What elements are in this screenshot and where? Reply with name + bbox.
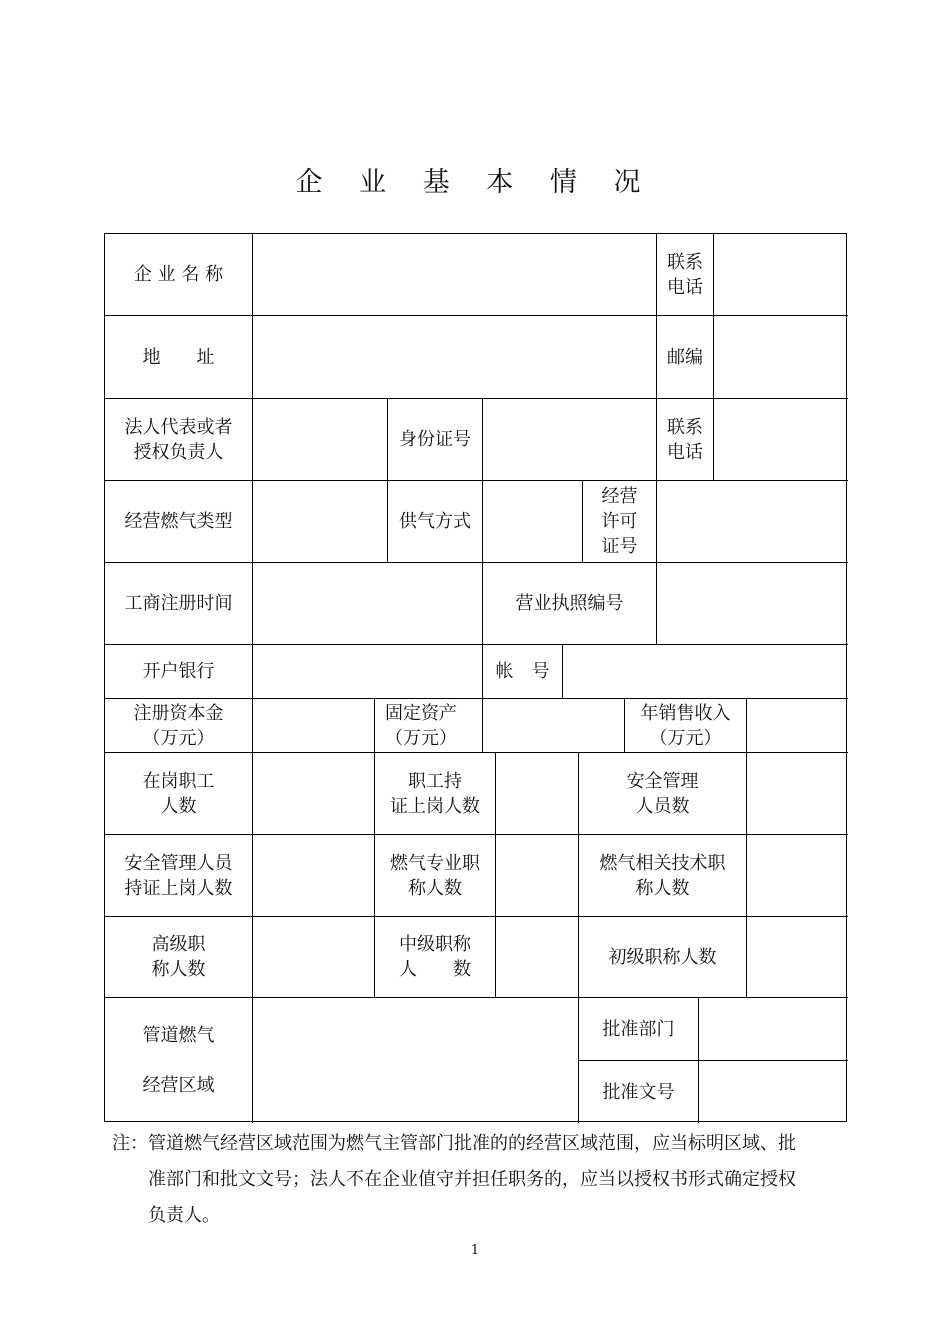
field-senior-titles[interactable] <box>252 916 374 997</box>
field-approval-dept[interactable] <box>698 997 848 1060</box>
label-gas-type: 经营燃气类型 <box>105 480 252 562</box>
page-title: 企 业 基 本 情 况 <box>295 167 655 198</box>
label-id-number: 身份证号 <box>387 398 482 480</box>
label-fixed-assets: 固定资产 （万元） <box>374 698 482 752</box>
label-account: 帐 号 <box>482 644 562 698</box>
field-safety-cert[interactable] <box>252 834 374 916</box>
footnote-line-3: 负责人。 <box>148 1205 220 1226</box>
label-gas-tech-titles: 燃气相关技术职 称人数 <box>578 834 746 916</box>
label-legal-rep: 法人代表或者 授权负责人 <box>105 398 252 480</box>
field-company-name[interactable] <box>252 234 656 315</box>
field-legal-rep[interactable] <box>252 398 387 480</box>
field-reg-capital[interactable] <box>252 698 374 752</box>
field-fixed-assets[interactable] <box>482 698 624 752</box>
label-phone-1: 联系 电话 <box>656 234 713 315</box>
label-staff: 在岗职工 人数 <box>105 752 252 834</box>
field-biz-license[interactable] <box>656 562 848 644</box>
field-id-number[interactable] <box>482 398 656 480</box>
label-pipeline-area: 管道燃气 经营区域 <box>105 997 252 1123</box>
footnote <box>112 1126 842 1234</box>
label-bank: 开户银行 <box>105 644 252 698</box>
field-account[interactable] <box>562 644 848 698</box>
label-biz-license: 营业执照编号 <box>482 562 656 644</box>
field-license-no[interactable] <box>656 480 848 562</box>
label-senior-titles: 高级职 称人数 <box>105 916 252 997</box>
field-annual-sales[interactable] <box>746 698 848 752</box>
label-mid-titles: 中级职称 人 数 <box>374 916 495 997</box>
page-number: 1 <box>470 1243 480 1258</box>
field-address[interactable] <box>252 315 656 398</box>
label-phone-2: 联系 电话 <box>656 398 713 480</box>
field-gas-titles[interactable] <box>495 834 578 916</box>
field-approval-doc[interactable] <box>698 1060 848 1123</box>
field-gas-type[interactable] <box>252 480 387 562</box>
label-safety-mgr: 安全管理 人员数 <box>578 752 746 834</box>
label-approval-doc: 批准文号 <box>578 1060 698 1123</box>
label-reg-time: 工商注册时间 <box>105 562 252 644</box>
field-safety-mgr[interactable] <box>746 752 848 834</box>
field-supply-mode[interactable] <box>482 480 582 562</box>
company-info-table <box>104 233 847 1122</box>
label-supply-mode: 供气方式 <box>387 480 482 562</box>
label-company-name: 企 业 名 称 <box>133 264 224 285</box>
label-gas-titles: 燃气专业职 称人数 <box>374 834 495 916</box>
field-phone-2[interactable] <box>713 398 848 480</box>
field-junior-titles[interactable] <box>746 916 848 997</box>
footnote-line-2: 准部门和批文文号；法人不在企业值守并担任职务的，应当以授权书形式确定授权 <box>148 1169 796 1190</box>
field-reg-time[interactable] <box>252 562 482 644</box>
label-certified-staff: 职工持 证上岗人数 <box>374 752 495 834</box>
field-bank[interactable] <box>252 644 482 698</box>
label-license-no: 经营 许可 证号 <box>582 480 656 562</box>
field-pipeline-area[interactable] <box>252 997 578 1123</box>
footnote-line-1: 注：管道燃气经营区域范围为燃气主管部门批准的的经营区域范围，应当标明区域、批 <box>112 1133 796 1154</box>
label-annual-sales: 年销售收入 （万元） <box>624 698 746 752</box>
field-phone-1[interactable] <box>713 234 848 315</box>
field-staff[interactable] <box>252 752 374 834</box>
label-approval-dept: 批准部门 <box>578 997 698 1060</box>
label-postcode: 邮编 <box>656 315 713 398</box>
field-gas-tech-titles[interactable] <box>746 834 848 916</box>
label-address: 地 址 <box>105 315 252 398</box>
field-postcode[interactable] <box>713 315 848 398</box>
label-junior-titles: 初级职称人数 <box>578 916 746 997</box>
field-certified-staff[interactable] <box>495 752 578 834</box>
label-reg-capital: 注册资本金 （万元） <box>105 698 252 752</box>
field-mid-titles[interactable] <box>495 916 578 997</box>
label-safety-cert: 安全管理人员 持证上岗人数 <box>105 834 252 916</box>
